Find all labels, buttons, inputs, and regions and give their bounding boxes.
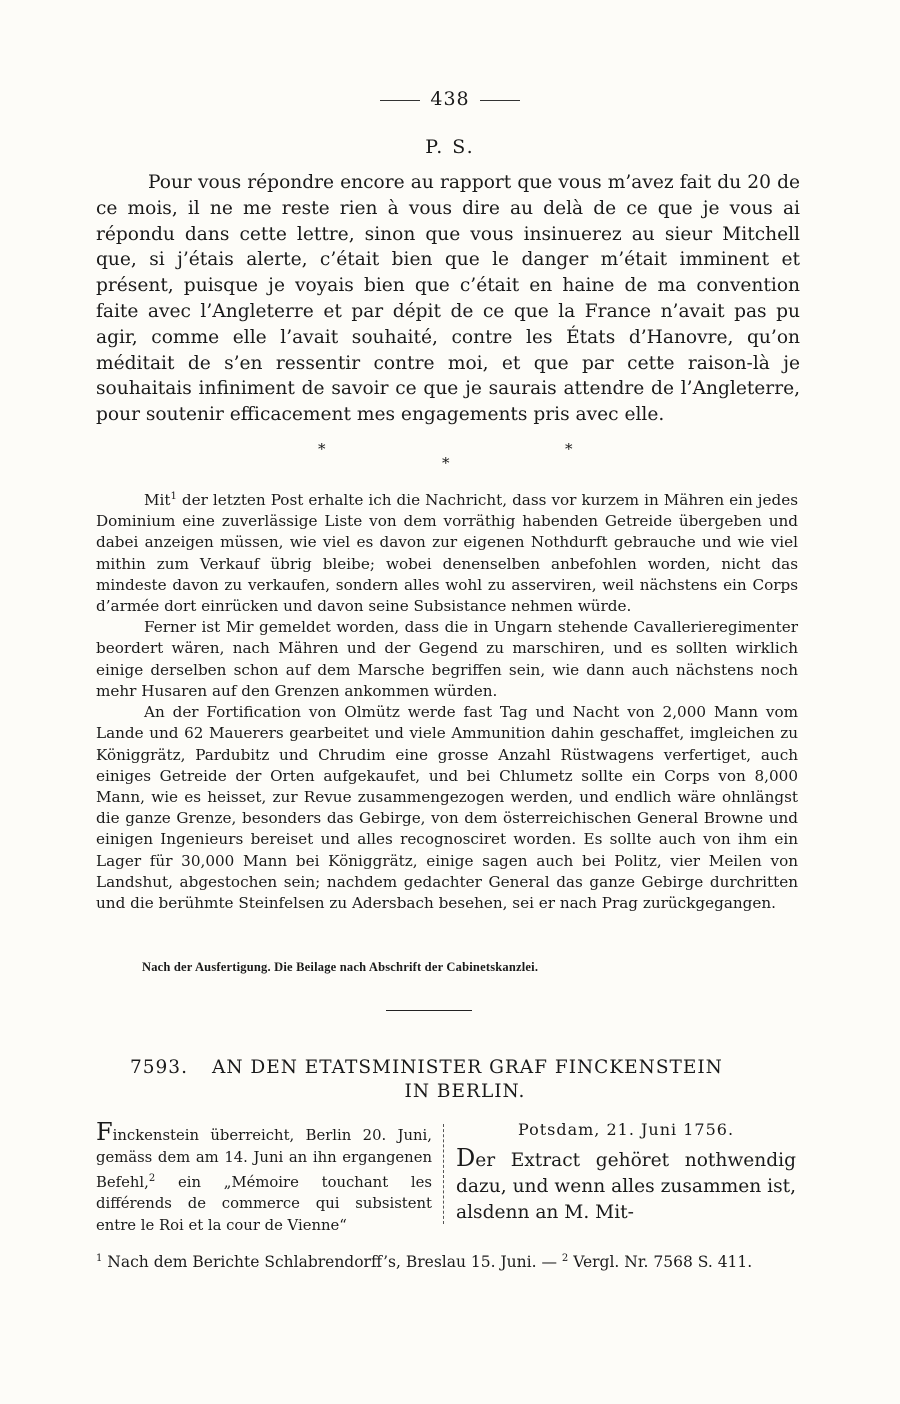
body-initial: D	[456, 1144, 476, 1172]
section-rule	[386, 1010, 472, 1011]
source-note: Nach der Ausfertigung. Die Beilage nach Abschrift der Cabinetskanzlei.	[142, 960, 539, 974]
enclosure-p1-rest: der letzten Post erhalte ich die Nachricht, dass vor kurzem in Mähren ein jedes Dominium eine zuverlässige Liste von dem vorräthig habenden Getreide übergeben und dabei anzeigen müssen, wie viel es davon zur eigenen Nothdurft gebrauche und wie viel mithin zum Verkauf übrig bleibe; wobei denenselben anbefohlen worden, nicht das mindeste davon zu verkaufen, sondern alles wohl zu asserviren, weil nächstens ein Corps d’armée dort einrücken und davon seine Subsistance nehmen würde.	[96, 491, 798, 616]
footnote-2-text: Vergl. Nr. 7568 S. 411.	[568, 1253, 753, 1272]
letter-summary	[96, 1118, 432, 1236]
footnote-2-marker: 2	[561, 1253, 569, 1264]
enclosure-p1-start: Mit	[144, 491, 171, 510]
body-text: er Extract gehöret nothwendig dazu, und wenn alles zusammen ist, alsdenn an M. Mit-	[456, 1150, 796, 1223]
postscript-heading: P. S.	[425, 136, 475, 158]
section-separator-stars	[0, 440, 900, 474]
german-enclosure	[96, 486, 798, 914]
letter-heading	[130, 1056, 780, 1104]
page-number: 438	[430, 88, 470, 110]
footnote-ref-2: 2	[148, 1173, 156, 1184]
letter-title-line2: IN BERLIN.	[404, 1081, 526, 1102]
enclosure-paragraph-1	[96, 486, 798, 617]
summary-text: inckenstein überreicht, Berlin 20. Juni, gemäss dem am 14. Juni an ihn ergangenen Befehl,	[96, 1127, 432, 1191]
header-dash-right	[480, 100, 520, 101]
header-dash-left	[380, 100, 420, 101]
star-right: *	[565, 440, 573, 458]
star-left: *	[318, 440, 326, 458]
letter-title-line1: AN DEN ETATSMINISTER GRAF FINCKENSTEIN	[211, 1057, 723, 1078]
star-middle: *	[442, 454, 450, 472]
footnotes	[96, 1248, 798, 1273]
letter-body	[456, 1120, 796, 1226]
french-paragraph: Pour vous répondre encore au rapport que vous m’avez fait du 20 de ce mois, il ne me reste rien à vous dire au delà de ce que je vous ai répondu dans cette lettre, sinon que vous insinuerez au sieur Mitchell que, si j’étais alerte, c’était bien que le danger m’était imminent et présent, puisque je voyais bien que c’était en haine de ma convention faite avec l’Angleterre et par dépit de ce que la France n’avait pas pu agir, comme elle l’avait souhaité, contre les États d’Hanovre, qu’on méditait de s’en ressentir contre moi, et que par cette raison-là je souhaitais infiniment de savoir ce que je saurais attendre de l’Angleterre, pour soutenir efficacement mes engagements pris avec elle.	[96, 172, 800, 426]
footnote-ref-1: 1	[170, 491, 177, 502]
footnote-1-text: Nach dem Berichte Schlabrendorff’s, Breslau 15. Juni. —	[102, 1253, 562, 1272]
place-date: Potsdam, 21. Juni 1756.	[517, 1120, 735, 1139]
summary-initial: F	[96, 1118, 113, 1146]
summary-text-end: ein „Mémoire touchant les différends de commerce qui subsistent entre le Roi et la cour de Vienne“	[96, 1173, 432, 1234]
page-header	[0, 88, 900, 110]
column-divider	[443, 1124, 444, 1224]
footnote-1-marker: 1	[96, 1253, 103, 1264]
enclosure-paragraph-2: Ferner ist Mir gemeldet worden, dass die in Ungarn stehende Cavallerieregimenter beordert wären, nach Mähren und der Gegend zu marschiren, und es sollten wirklich einige derselben schon auf dem Marsche begriffen sein, wie dann auch nächstens noch mehr Husaren auf den Grenzen ankommen würden.	[96, 618, 798, 700]
letter-text	[456, 1145, 796, 1226]
french-postscript	[96, 170, 800, 428]
enclosure-paragraph-3: An der Fortification von Olmütz werde fast Tag und Nacht von 2,000 Mann vom Lande und 62 Mauerers gearbeitet und viele Ammunition dahin geschaffet, imgleichen zu Königgrätz, Pardubitz und Chrudim eine grosse Anzahl Rüstwagens verfertiget, auch einiges Getreide der Orten aufgekaufet, und bei Chlumetz sollte ein Corps von 8,000 Mann, wie es heisset, zur Revue zusammengezogen werden, und endlich wäre ohnlängst die ganze Grenze, besonders das Gebirge, von dem österreichischen General Browne und einigen Ingenieurs bereiset und alles recognosciret worden. Es sollte auch von ihm ein Lager für 30,000 Mann bei Königgrätz, einige sagen auch bei Politz, vier Meilen von Landshut, abgestochen sein; nachdem gedachter General das ganze Gebirge durchritten und die berühmte Steinfelsen zu Adersbach besehen, sei er nach Prag zurückgegangen.	[96, 703, 798, 912]
letter-number: 7593.	[130, 1057, 188, 1078]
